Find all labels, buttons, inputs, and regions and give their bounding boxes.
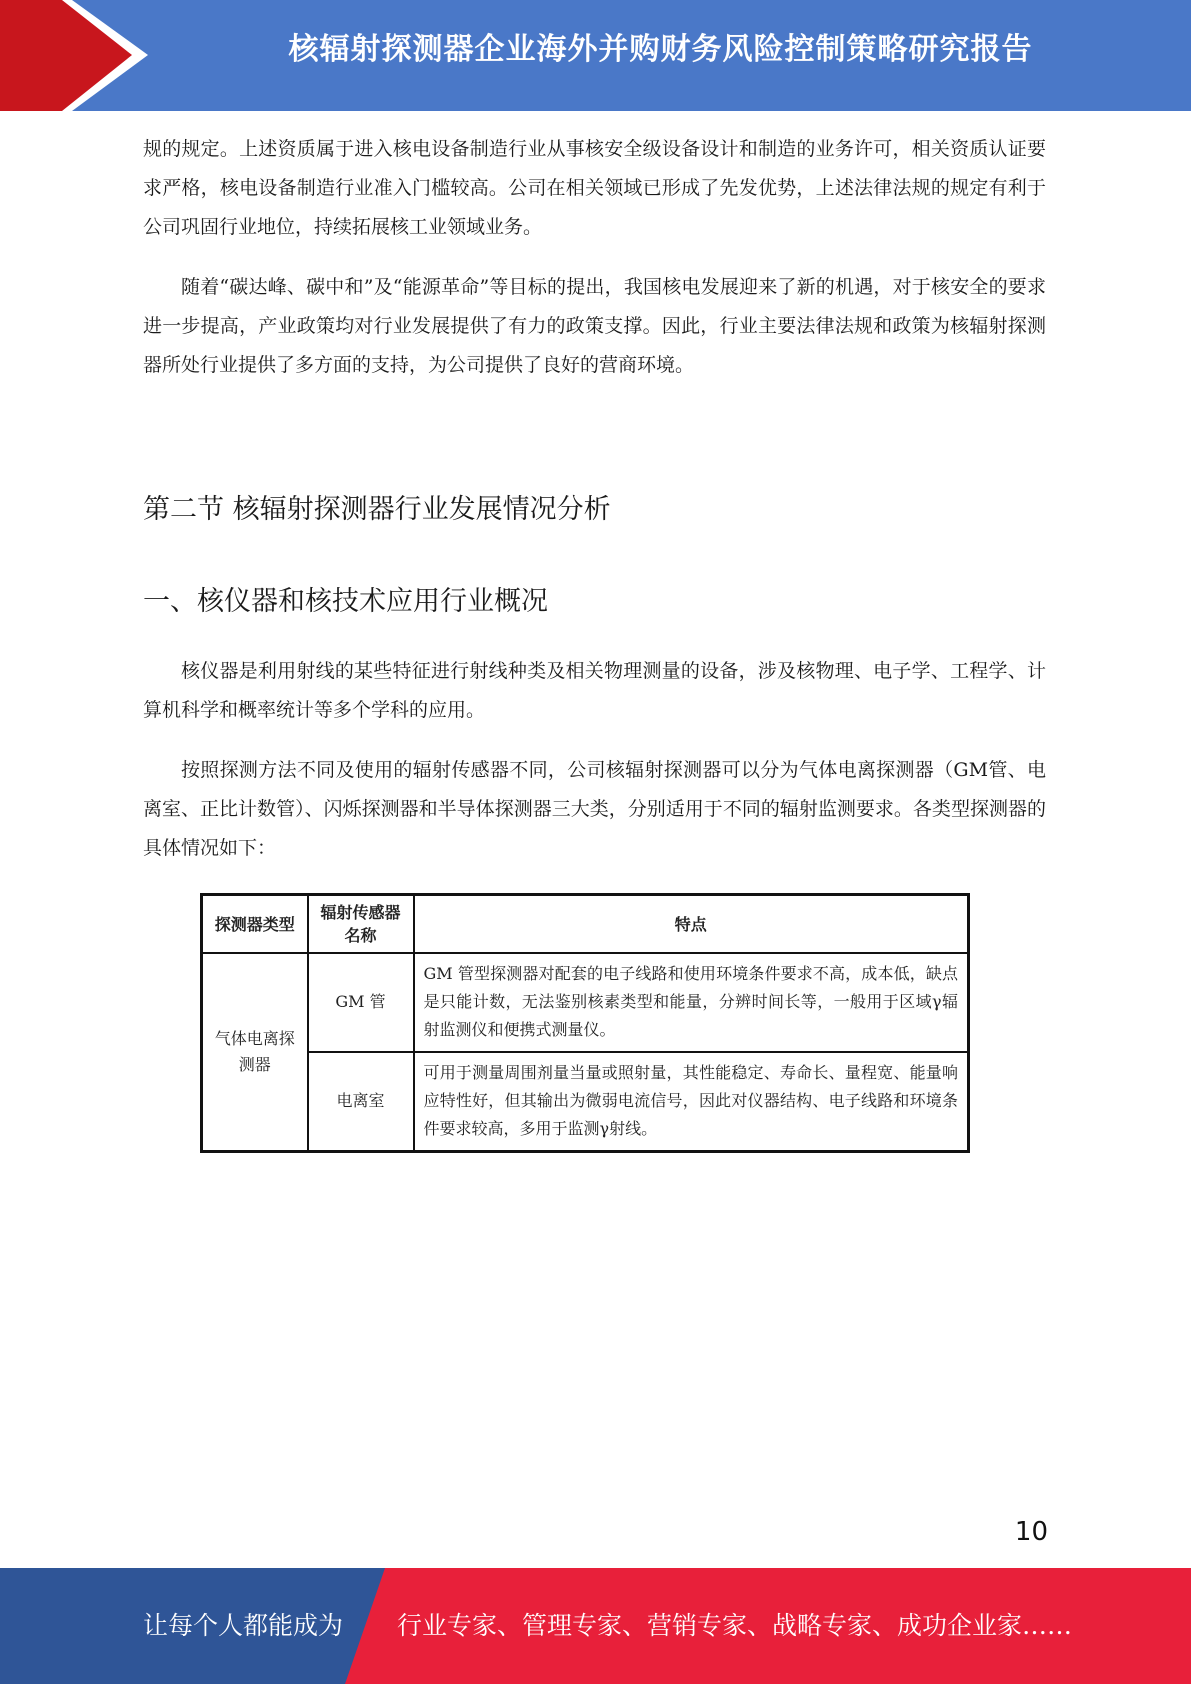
paragraph-nuclear-instruments: 核仪器是利用射线的某些特征进行射线种类及相关物理测量的设备，涉及核物理、电子学、工程学、计算机科学和概率统计等多个学科的应用。 bbox=[143, 660, 1046, 721]
table-header-cell: 探测器类型 bbox=[202, 895, 308, 954]
paragraph-detector-types: 按照探测方法不同及使用的辐射传感器不同，公司核辐射探测器可以分为气体电离探测器（GM管、电离室、正比计数管）、闪烁探测器和半导体探测器三大类，分别适用于不同的辐射监测要求。各类型探测器的具体情况如下： bbox=[143, 759, 1046, 859]
detector-type-cell: 气体电离探测器 bbox=[202, 953, 308, 1152]
report-title: 核辐射探测器企业海外并购财务风险控制策略研究报告 bbox=[288, 32, 1033, 67]
sub-heading: 一、核仪器和核技术应用行业概况 bbox=[143, 586, 548, 617]
body-text-bottom bbox=[143, 652, 1046, 889]
table-header-cell: 辐射传感器名称 bbox=[308, 895, 414, 954]
page-number: 10 bbox=[1014, 1517, 1048, 1547]
section-heading: 第二节 核辐射探测器行业发展情况分析 bbox=[143, 494, 611, 525]
feature-cell: 可用于测量周围剂量当量或照射量，其性能稳定、寿命长、量程宽、能量响应特性好，但其输出为微弱电流信号，因此对仪器结构、电子线路和环境条件要求较高，多用于监测γ射线。 bbox=[414, 1052, 969, 1152]
table-row bbox=[202, 1052, 969, 1152]
body-text-top bbox=[143, 130, 1046, 406]
feature-cell: GM 管型探测器对配套的电子线路和使用环境条件要求不高，成本低，缺点是只能计数，无法鉴别核素类型和能量，分辨时间长等，一般用于区域γ辐射监测仪和便携式测量仪。 bbox=[414, 953, 969, 1052]
footer-slogan-right: 行业专家、管理专家、营销专家、战略专家、成功企业家…… bbox=[397, 1611, 1073, 1640]
paragraph-qualification: 规的规定。上述资质属于进入核电设备制造行业从事核安全级设备设计和制造的业务许可，相关资质认证要求严格，核电设备制造行业准入门槛较高。公司在相关领域已形成了先发优势，上述法律法规的规定有利于公司巩固行业地位，持续拓展核工业领域业务。 bbox=[143, 138, 1046, 238]
footer-slogan-left: 让每个人都能成为 bbox=[143, 1611, 344, 1640]
table-row bbox=[202, 953, 969, 1052]
sensor-name-cell: GM 管 bbox=[308, 953, 414, 1052]
sensor-name-cell: 电离室 bbox=[308, 1052, 414, 1152]
chevron-red-fill bbox=[0, 0, 132, 111]
table-header-row bbox=[202, 895, 969, 954]
table-header-cell: 特点 bbox=[414, 895, 969, 954]
page-footer bbox=[0, 1568, 1191, 1684]
detector-table bbox=[200, 893, 970, 1153]
page-header bbox=[0, 0, 1191, 111]
paragraph-policy: 随着“碳达峰、碳中和”及“能源革命”等目标的提出，我国核电发展迎来了新的机遇，对于核安全的要求进一步提高，产业政策均对行业发展提供了有力的政策支撑。因此，行业主要法律法规和政策为核辐射探测器所处行业提供了多方面的支持，为公司提供了良好的营商环境。 bbox=[143, 276, 1046, 376]
